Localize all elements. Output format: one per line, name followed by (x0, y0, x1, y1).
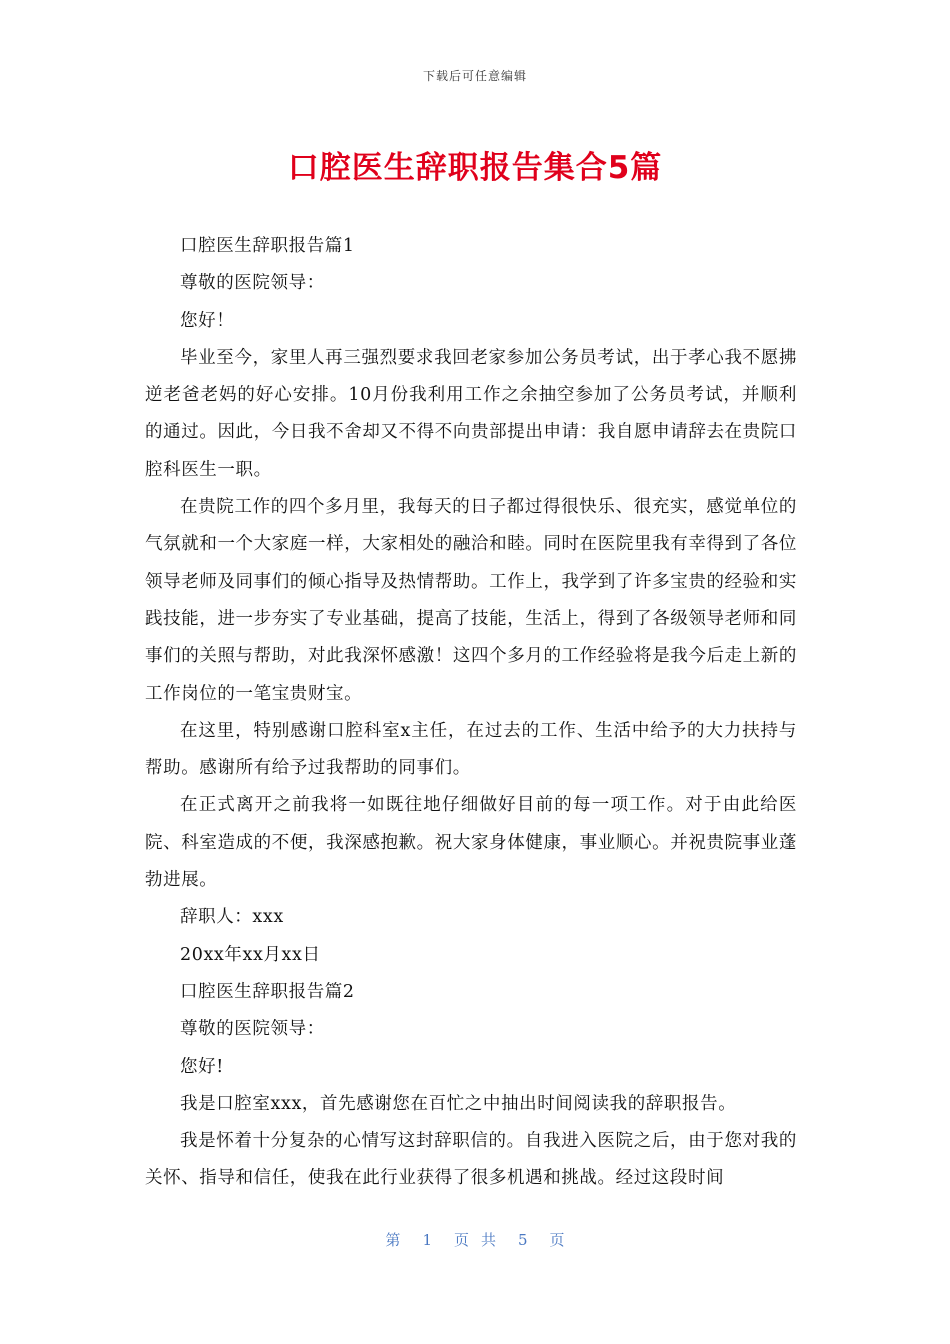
signature-line: 辞职人：xxx (180, 907, 284, 928)
greeting: 您好! (180, 1056, 224, 1077)
footer-page-number: 1 (422, 1231, 432, 1249)
header-note: 下载后可任意编辑 (422, 69, 527, 83)
footer-total-pages: 5 (518, 1231, 528, 1249)
salutation: 尊敬的医院领导： (180, 273, 325, 294)
body-paragraph: 在正式离开之前我将一如既往地仔细做好目前的每一项工作。对于由此给医院、科室造成的不便，我深感抱歉。祝大家身体健康，事业顺心。并祝贵院事业蓬勃进展。 (145, 795, 797, 891)
greeting: 您好！ (180, 310, 235, 331)
document-title: 口腔医生辞职报告集合5篇 (287, 150, 663, 186)
body-paragraph: 在这里，特别感谢口腔科室x主任，在过去的工作、生活中给予的大力扶持与帮助。感谢所有给予过我帮助的同事们。 (145, 720, 797, 779)
body-paragraph: 毕业至今，家里人再三强烈要求我回老家参加公务员考试，出于孝心我不愿拂逆老爸老妈的好心安排。10月份我利用工作之余抽空参加了公务员考试，并顺利的通过。因此，今日我不舍却又不得不向贵部提出申请：我自愿申请辞去在贵院口腔科医生一职。 (145, 347, 797, 480)
date-line: 20xx年xx月xx日 (180, 944, 321, 965)
body-paragraph: 我是怀着十分复杂的心情写这封辞职信的。自我进入医院之后，由于您对我的关怀、指导和信任，使我在此行业获得了很多机遇和挑战。经过这段时间 (145, 1131, 797, 1189)
footer-prefix: 第 (385, 1231, 401, 1249)
body-paragraph: 我是口腔室xxx，首先感谢您在百忙之中抽出时间阅读我的辞职报告。 (180, 1093, 737, 1114)
footer-suffix: 页 (549, 1231, 565, 1249)
page-footer (0, 1229, 950, 1250)
section-heading-1: 口腔医生辞职报告篇1 (180, 236, 355, 256)
footer-middle: 页共 (453, 1231, 508, 1249)
body-paragraph: 在贵院工作的四个多月里，我每天的日子都过得很快乐、很充实，感觉单位的气氛就和一个大家庭一样，大家相处的融洽和睦。同时在医院里我有幸得到了各位领导老师及同事们的倾心指导及热情帮助。工作上，我学到了许多宝贵的经验和实践技能，进一步夯实了专业基础，提高了技能，生活上，得到了各级领导老师和同事们的关照与帮助，对此我深怀感激！这四个多月的工作经验将是我今后走上新的工作岗位的一笔宝贵财宝。 (145, 497, 797, 704)
salutation: 尊敬的医院领导： (180, 1019, 325, 1040)
section-heading-2: 口腔医生辞职报告篇2 (180, 981, 355, 1002)
document-body (145, 228, 797, 1198)
